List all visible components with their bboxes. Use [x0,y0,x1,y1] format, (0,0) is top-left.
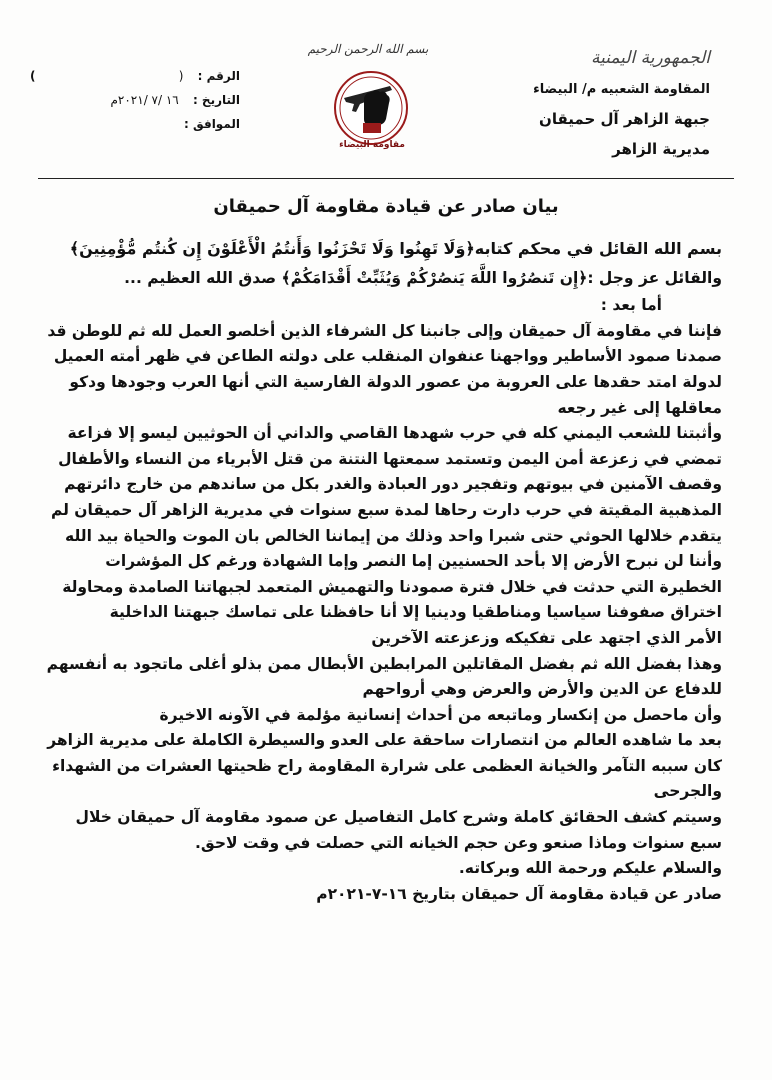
body-line: صمدنا صمود الأساطير وواجهنا عنفوان المنقلب على دولته الطاعن في ظهر أمته العميل [53,347,722,366]
date-value: ١٦ /٧ /٢٠٢١م [110,93,179,107]
corresponding-date-row [30,112,240,136]
header-divider [38,178,734,179]
org-line: المقاومة الشعبيه م/ البيضاء [533,82,710,97]
body-line: معاقلها إلى غير رجعه [557,398,722,417]
body-line: وأن ماحصل من إنكسار وماتبعه من أحداث إنسانية مؤلمة في الآونه الاخيرة [159,705,722,724]
emblem-caption: مقاومة البيضاء [339,140,405,150]
reference-number-open: ( [178,69,184,83]
basmala-calligraphy: بسم الله الرحمن الرحيم [307,42,429,56]
letterhead-right [460,46,710,164]
date-row [30,88,240,112]
body-line: بسم الله القائل في محكم كتابه﴿وَلَا تَهِنُوا وَلَا تَحْزَنُوا وَأَنتُمُ الْأَعْلَوْنَ إِن كُنتُم مُّؤْمِنِينَ﴾ [69,239,722,258]
statement-body [40,236,722,907]
body-line: الأمر الذي اجتهد على تفكيكه وزعزعته الآخرين [371,628,722,647]
body-line: فإننا في مقاومة آل حميقان وإلى جانبنا كل الشرفاء الذين أخلصو العمل لله ثم للوطن قد [47,321,722,340]
body-line: للدفاع عن الدين والأرض والعرض وهي أرواحهم [362,680,722,699]
body-line: بعد ما شاهده العالم من انتصارات ساحقة على العدو والسيطرة الكاملة على مديرية الزاهر [47,731,722,750]
body-line: كان سببه التآمر والخيانة العظمى على شرارة المقاومة راح ظحيتها العشرات من الشهداء [52,756,722,775]
front-name: جبهة الزاهر آل حميقان [539,110,710,128]
body-line: أما بعد : [600,296,662,315]
body-line: يتقدم خلالها الحوثي حتى شبرا واحد وذلك من إيماننا الخالص بان الموت والحياة بيد الله [65,526,722,545]
body-line: وقصف الآمنين في بيوتهم وتفجير دور العبادة والغدر بكل من ساندهم من خارج دائرتهم [64,475,722,494]
reference-number-label: الرقم : [197,69,240,83]
body-line: سبع سنوات وماذا صنعو وعن حجم الخيانه التي حصلت في وقت لاحق. [194,833,722,852]
body-line: الخطيرة التي حدثت في خلال فترة صمودنا والتهميش المتعمد لجبهاتنا الصامدة ومحاولة [62,577,722,596]
letterhead-left [30,64,240,136]
district-name: مديرية الزاهر [612,140,710,158]
body-line: وأننا لن نبرح الأرض إلا بأحد الحسنيين إما النصر وإما الشهادة ورغم كل المؤشرات [105,552,722,571]
body-line: وسيتم كشف الحقائق كاملة وشرح كامل التفاصيل عن صمود مقاومة آل حميقان خلال [75,808,722,827]
body-line: والجرحى [653,782,722,801]
body-line: لدولة امتد حقدها على العروبة من عصور الدولة الفارسية التي أنها العرب وجودها ودكو [69,372,722,391]
body-line: تمضي في زعزعة أمن اليمن وتستمد سمعتها النتنة من قتل الأبرياء من النساء والأطفال [58,449,722,468]
body-line: وهذا بفضل الله ثم بفضل المقاتلين المرابطين الأبطال ممن بذلو أغلى ماتجود به أنفسهم [46,654,722,673]
date-label: التاريخ : [192,93,240,107]
body-line: اختراق صفوفنا سياسيا ومناطقيا ودينيا إلا أنا حافظنا على تماسك جبهتنا الداخلية [109,603,722,622]
reference-number-row [30,64,240,88]
reference-number-close: ) [30,69,36,83]
statement-title: بيان صادر عن قيادة مقاومة آل حميقان [213,196,559,217]
body-line: وأثبتنا للشعب اليمني كله في حرب شهدها القاصي والداني أن الحوثيين ليسو إلا فزاعة [67,424,722,443]
corresponding-label: الموافق : [184,117,240,131]
body-line: المذهبية المقيتة في حرب دارت رحاها لمدة سبع سنوات في مديرية الزاهر آل حميقان لم [50,500,722,519]
body-line: والسلام عليكم ورحمة الله وبركاته. [458,859,722,878]
body-line: صادر عن قيادة مقاومة آل حميقان بتاريخ ١٦-٧-٢٠٢١م [316,884,722,903]
body-line: والقائل عز وجل :﴿إِن تَنصُرُوا اللَّهَ يَنصُرْكُمْ وَيُثَبِّتْ أَقْدَامَكُمْ﴾ صدق الله العظيم ... [124,268,722,287]
republic-title: الجمهورية اليمنية [590,48,710,68]
